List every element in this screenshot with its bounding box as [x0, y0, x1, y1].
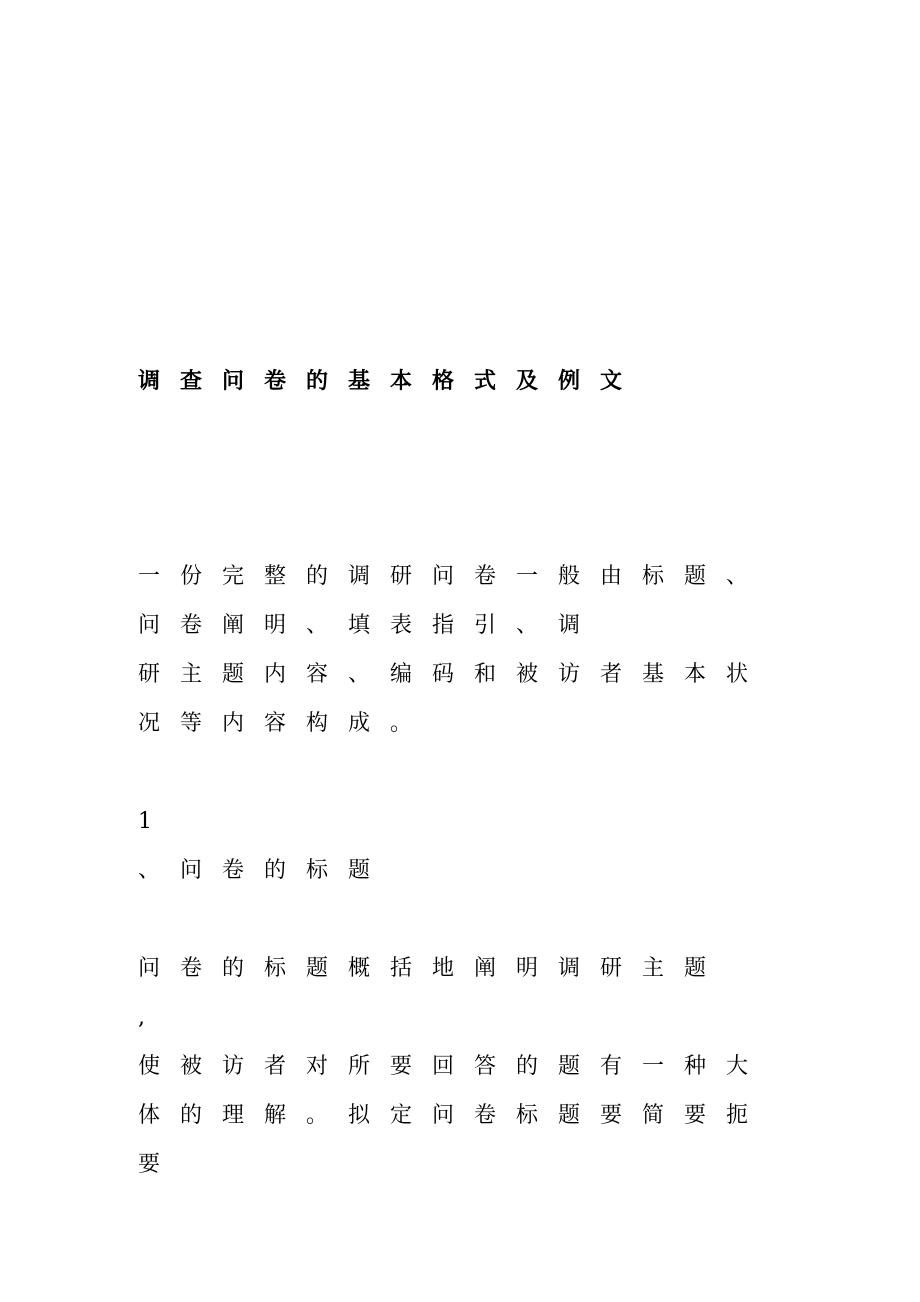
body-line-4: 体的理解。拟定问卷标题要简要扼	[138, 1103, 769, 1128]
section-number: 1	[138, 809, 152, 834]
intro-line-1: 一份完整的调研问卷一般由标题、	[138, 564, 769, 589]
document-title: 调查问卷的基本格式及例文	[138, 368, 643, 394]
body-line-3: 使被访者对所要回答的题有一种大	[138, 1054, 769, 1079]
body-line-2: ,	[138, 1005, 165, 1030]
body-line-5: 要	[138, 1152, 181, 1177]
intro-line-4: 况等内容构成。	[138, 711, 433, 736]
body-line-1: 问卷的标题概括地阐明调研主题	[138, 956, 727, 981]
intro-line-3: 研主题内容、编码和被访者基本状	[138, 662, 769, 687]
section-heading: 、问卷的标题	[138, 858, 391, 883]
intro-line-2: 问卷阐明、填表指引、调	[138, 613, 601, 638]
